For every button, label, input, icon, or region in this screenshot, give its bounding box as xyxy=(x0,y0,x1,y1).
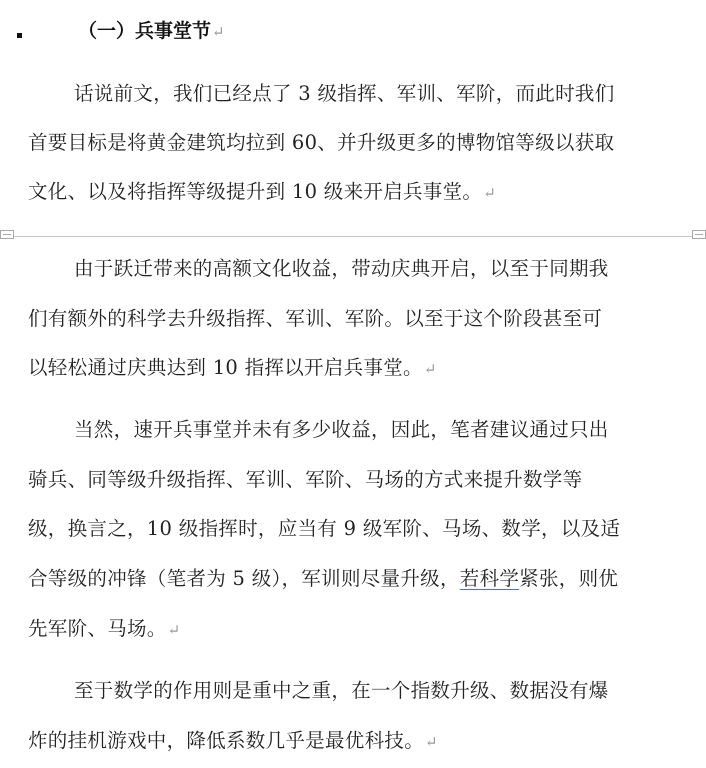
list-bullet xyxy=(17,33,22,38)
paragraph-3-line-4-after: 紧张，则优 xyxy=(519,567,619,590)
paragraph-3-line-4-before: 合等级的冲锋（笔者为 5 级），军训则尽量升级， xyxy=(28,567,460,590)
paragraph-2-line-3-text: 以轻松通过庆典达到 10 指挥以开启兵事堂。 xyxy=(28,356,423,379)
paragraph-2-line-1: 由于跃迁带来的高额文化收益，带动庆典开启，以至于同期我 xyxy=(74,257,609,280)
paragraph-1-line-2: 首要目标是将黄金建筑均拉到 60、并升级更多的博物馆等级以获取 xyxy=(28,131,615,154)
paragraph-1-line-1: 话说前文，我们已经点了 3 级指挥、军训、军阶，而此时我们 xyxy=(74,82,615,105)
paragraph-3-line-5-text: 先军阶、马场。 xyxy=(28,617,167,640)
paragraph-3-line-2: 骑兵、同等级升级指挥、军训、军阶、马场的方式来提升数学等 xyxy=(28,468,583,491)
paragraph-2-line-3 xyxy=(28,353,437,384)
paragraph-1-line-3-text: 文化、以及将指挥等级提升到 10 级来开启兵事堂。 xyxy=(28,180,483,203)
spellcheck-underlined-text[interactable]: 若科学 xyxy=(459,567,520,590)
paragraph-3-line-5 xyxy=(28,614,180,645)
paragraph-4-line-2 xyxy=(28,726,438,757)
paragraph-4-line-2-text: 炸的挂机游戏中，降低系数几乎是最优科技。 xyxy=(28,729,425,752)
paragraph-3-line-3: 级，换言之，10 级指挥时，应当有 9 级军阶、马场、数学，以及适 xyxy=(28,517,621,540)
paragraph-mark-icon: ↵ xyxy=(167,621,181,639)
page-break-left-handle-icon[interactable] xyxy=(0,230,14,239)
page-break-line xyxy=(0,236,706,237)
paragraph-mark-icon: ↵ xyxy=(483,184,497,202)
paragraph-1-line-3 xyxy=(28,177,496,208)
paragraph-3-line-4 xyxy=(28,564,618,594)
paragraph-3-line-1: 当然，速开兵事堂并未有多少收益，因此，笔者建议通过只出 xyxy=(74,418,609,441)
paragraph-mark-icon: ↵ xyxy=(212,23,225,41)
heading-text: （一）兵事堂节 xyxy=(78,20,212,42)
paragraph-2-line-2: 们有额外的科学去升级指挥、军训、军阶。以至于这个阶段甚至可 xyxy=(28,307,603,330)
paragraph-mark-icon: ↵ xyxy=(423,360,437,378)
section-heading xyxy=(78,16,225,47)
paragraph-mark-icon: ↵ xyxy=(425,733,438,751)
page-break-right-handle-icon[interactable] xyxy=(692,230,706,239)
paragraph-4-line-1: 至于数学的作用则是重中之重，在一个指数升级、数据没有爆 xyxy=(74,679,609,702)
